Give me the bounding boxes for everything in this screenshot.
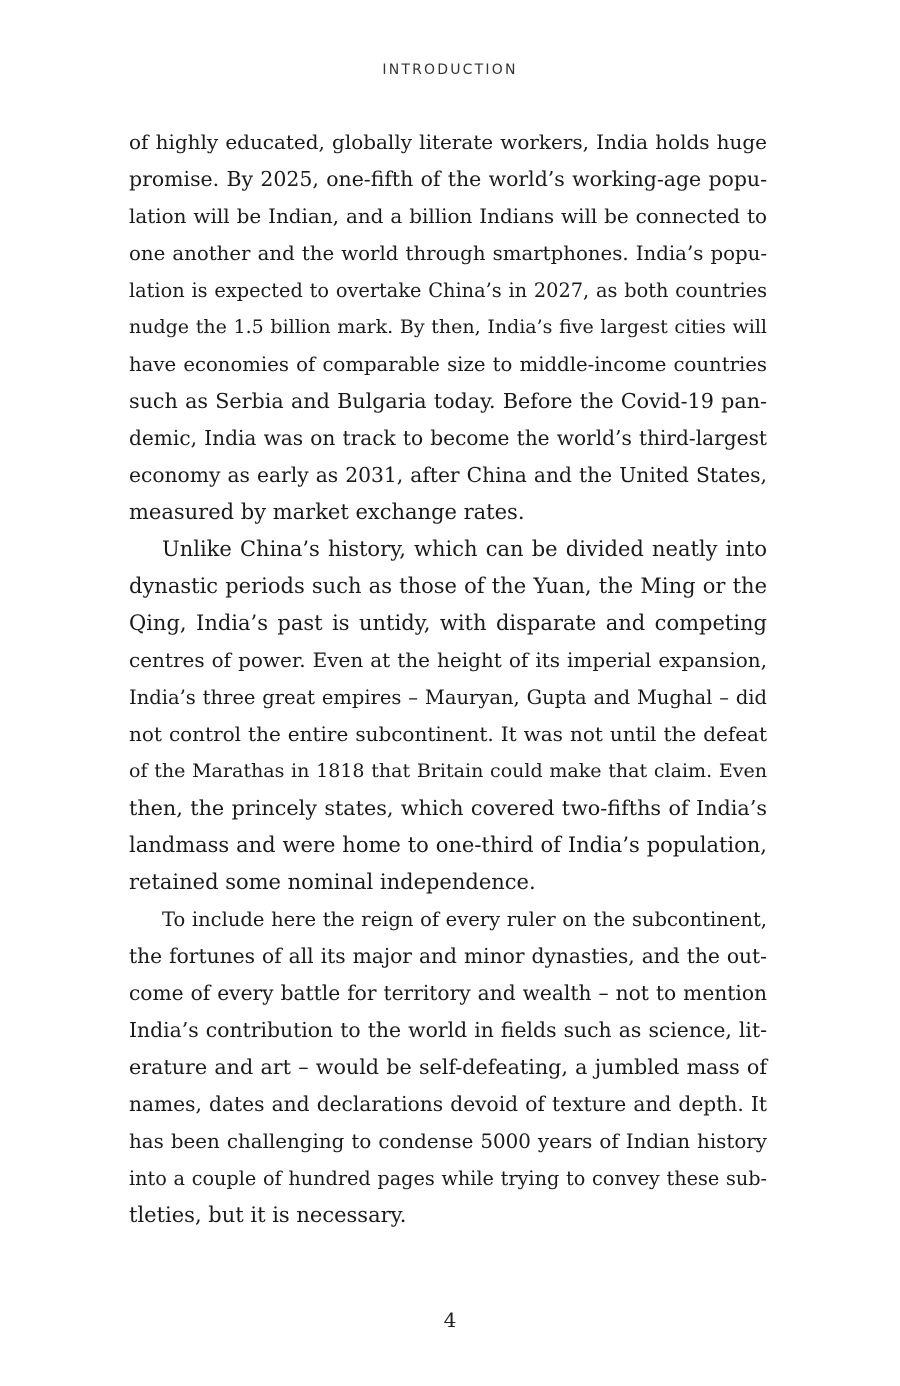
page-number: 4 (443, 1308, 457, 1332)
text-line: of the Marathas in 1818 that Britain could make that claim. Even (129, 760, 767, 782)
text-line: landmass and were home to one-third of India’s population, (129, 833, 767, 857)
paragraph-3 (129, 901, 767, 1234)
text-line: demic, India was on track to become the world’s third-largest (129, 426, 767, 450)
text-line: erature and art – would be self-defeating, a jumbled mass of (129, 1055, 767, 1079)
text-line: has been challenging to condense 5000 years of Indian history (129, 1130, 767, 1153)
text-line: nudge the 1.5 billion mark. By then, India’s five largest cities will (129, 316, 767, 338)
text-line: To include here the reign of every ruler on the subcontinent, (162, 908, 767, 931)
text-line: such as Serbia and Bulgaria today. Before the Covid-19 pan- (129, 389, 767, 413)
text-line: economy as early as 2031, after China and the United States, (129, 463, 767, 487)
text-line: not control the entire subcontinent. It was not until the defeat (129, 722, 767, 746)
text-line: lation will be Indian, and a billion Indians will be connected to (129, 204, 767, 228)
text-line: retained some nominal independence. (129, 870, 536, 894)
text-line: one another and the world through smartphones. India’s popu- (129, 242, 767, 265)
text-line: then, the princely states, which covered two-fifths of India’s (129, 796, 767, 820)
text-line: promise. By 2025, one-fifth of the world’s working-age popu- (129, 167, 767, 191)
text-line: names, dates and declarations devoid of texture and depth. It (129, 1092, 767, 1116)
text-line: of highly educated, globally literate workers, India holds huge (129, 130, 767, 154)
text-line: lation is expected to overtake China’s in 2027, as both countries (129, 279, 767, 302)
text-line: Unlike China’s history, which can be divided neatly into (162, 537, 767, 561)
text-line: tleties, but it is necessary. (129, 1203, 407, 1227)
text-line: measured by market exchange rates. (129, 500, 525, 524)
paragraph-2 (129, 531, 767, 901)
text-line: the fortunes of all its major and minor dynasties, and the out- (129, 944, 767, 968)
text-line: dynastic periods such as those of the Yuan, the Ming or the (129, 574, 767, 598)
text-line: India’s three great empires – Mauryan, Gupta and Mughal – did (129, 686, 767, 709)
paragraph-1 (129, 124, 767, 531)
text-line: centres of power. Even at the height of its imperial expansion, (129, 648, 767, 672)
body-text (129, 124, 767, 1234)
text-line: India’s contribution to the world in fields such as science, lit- (129, 1018, 767, 1042)
text-line: into a couple of hundred pages while trying to convey these sub- (129, 1167, 767, 1190)
text-line: come of every battle for territory and wealth – not to mention (129, 981, 767, 1005)
text-line: have economies of comparable size to middle-income countries (129, 353, 767, 376)
text-line: Qing, India’s past is untidy, with disparate and competing (129, 611, 767, 635)
running-head: INTRODUCTION (382, 62, 518, 78)
